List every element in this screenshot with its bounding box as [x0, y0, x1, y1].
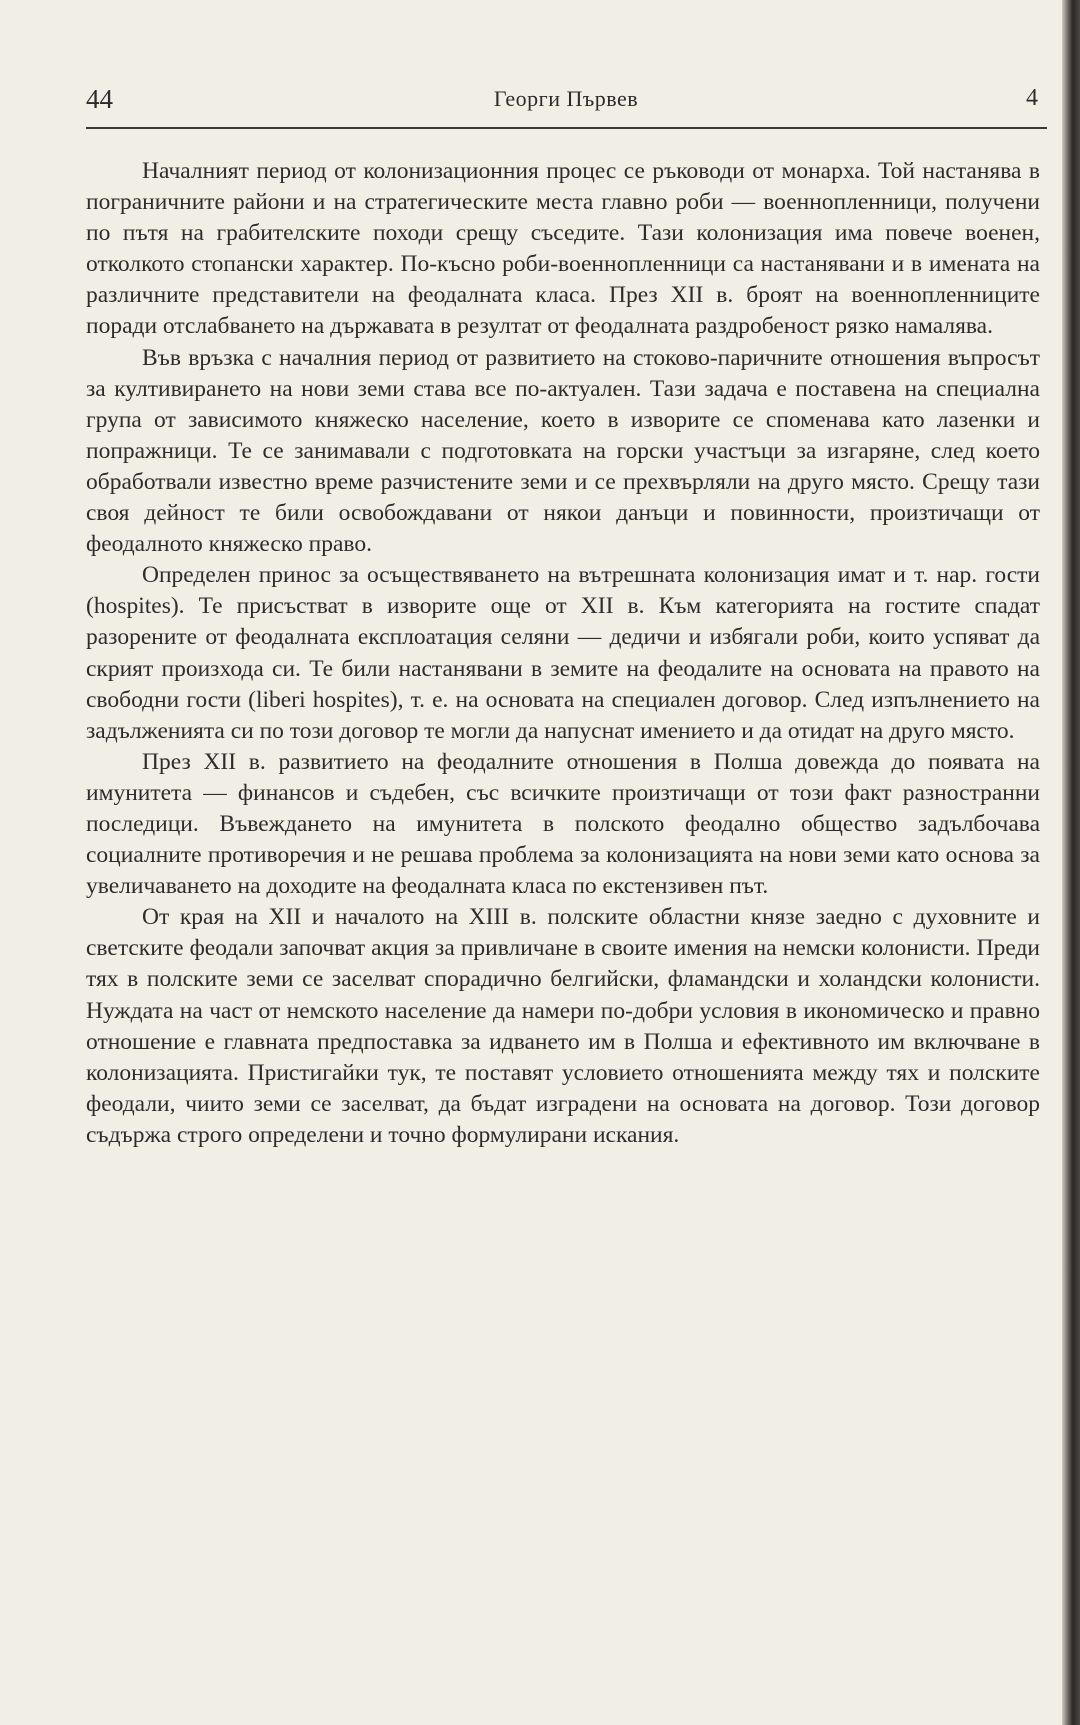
paragraph: Определен принос за осъществяването на вътрешната колонизация имат и т. нар. гости (hospites). Те присъстват в изворите още от XII в. Към категорията на гостите спадат разорените от феодалната експлоатация селяни — дедичи и избягали роби, които успяват да скрият произхода си. Те били настанявани в земите на феодалите на основата на правото на свободни гости (liberi hospites), т. е. на основата на специален договор. След изпълнението на задълженията си по този договор те могли да напуснат имението и да отидат на друго място. [86, 562, 1040, 744]
running-title: Георги Първев [493, 86, 639, 111]
body-text [86, 156, 1040, 1151]
page-number: 44 [86, 84, 113, 114]
header-rule [86, 127, 1047, 129]
paragraph: През XII в. развитието на феодалните отношения в Полша довежда до появата на имунитета — финансов и съдебен, със всичките произтичащи от този факт разностранни последици. Въвеждането на имунитета в полското феодално общество задълбочава социалните противоречия и не решава проблема за колонизацията на нови земи като основа за увеличаването на доходите на феодалната класа по екстензивен път. [86, 748, 1040, 900]
paragraph: От края на XII и началото на XIII в. полските областни князе заедно с духовните и светските феодали започват акция за привличане в своите имения на немски колонисти. Преди тях в полските земи се заселват спорадично белгийски, фламандски и холандски колонисти. Нуждата на част от немското население да намери по-добри условия в икономическо и правно отношение е главната предпоставка за идването им в Полша и ефективното им включване в колонизацията. Пристигайки тук, те поставят условието отношенията между тях и полските феодали, чиито земи се заселват, да бъдат изградени на основата на договор. Този договор съдържа строго определени и точно формулирани искания. [86, 904, 1040, 1148]
page-header [86, 80, 1046, 124]
paragraph: Във връзка с началния период от развитието на стоково-паричните отношения въпросът за култивирането на нови земи става все по-актуален. Тази задача е поставена на специална група от зависимото княжеско население, което в изворите се споменава като лазенки и попражници. Те се занимавали с подготовката на горски участъци за изгаряне, след което обработвали известно време разчистените земи и се прехвърляли на друго място. Срещу тази своя дейност те били освобождавани от някои данъци и повинности, произтичащи от феодалното княжеско право. [86, 344, 1040, 558]
paragraph: Началният период от колонизационния процес се ръководи от монарха. Той настанява в пограничните райони и на стратегическите места главно роби — военнопленници, получени по пътя на грабителските походи срещу съседите. Тази колонизация има повече военен, отколкото стопански характер. По-късно роби-военнопленници са настанявани и в имената на различните представители на феодалната класа. През XII в. броят на военнопленниците поради отслабването на държавата в резултат от феодалната раздробеност рязко намалява. [86, 158, 1040, 340]
book-binding-edge [1062, 0, 1080, 1725]
section-number: 4 [1026, 85, 1038, 111]
